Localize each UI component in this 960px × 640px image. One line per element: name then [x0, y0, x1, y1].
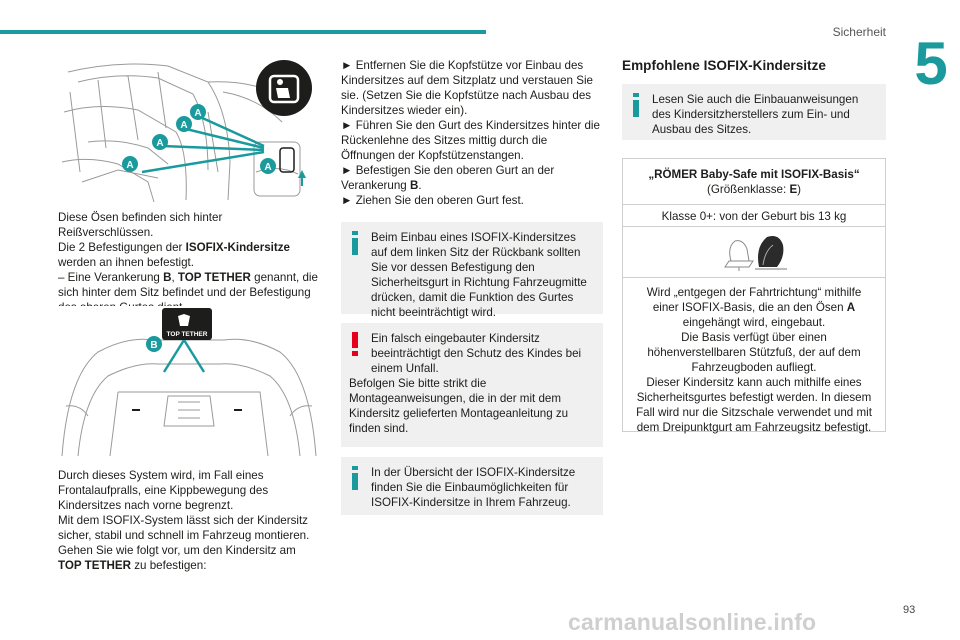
- seat-group: Klasse 0+: von der Geburt bis 13 kg: [661, 210, 847, 223]
- info-text: Beim Einbau eines ISOFIX-Kindersitzes auf dem linken Sitz der Rückbank sollten Sie vor dessen Befestigung den Sicherheitsgurt in Richtung Fahrzeugmitte drücken, damit die Funktion des Gurtes nicht beeinträchtigt wird.: [371, 231, 587, 319]
- info-icon: [630, 93, 642, 117]
- warning-box: [341, 323, 603, 447]
- seat-description: Die Basis verfügt über einen höhenverstellbaren Stützfuß, der auf dem Fahrzeugboden aufliegt.: [647, 331, 861, 374]
- col2-steps: [341, 58, 603, 208]
- anchor-label-b: B: [150, 340, 158, 351]
- anchor-label-a: A: [264, 162, 272, 173]
- section-title: Sicherheit: [832, 25, 886, 39]
- info-box-overview: [341, 457, 603, 515]
- seat-group-row: [623, 205, 885, 227]
- paragraph: – Eine Verankerung B, TOP TETHER genannt, die sich hinter dem Sitz befindet und der Befestigung: [58, 271, 318, 299]
- isofix-anchors-figure: [58, 52, 320, 204]
- paragraph: Gehen Sie wie folgt vor, um den Kindersitz am TOP TETHER zu befestigen:: [58, 544, 296, 572]
- top-tether-badge: [162, 308, 212, 340]
- watermark: carmanualsonline.info: [568, 609, 817, 635]
- seat-title: „RÖMER Baby-Safe mit ISOFIX-Basis“: [648, 168, 860, 181]
- info-box-seatbelt: [341, 222, 603, 319]
- paragraph: Durch dieses System wird, im Fall eines Frontalaufpralls, eine Kippbewegung des Kindersitzes nach vorne begrenzt.: [58, 469, 269, 512]
- anchor-label-a: A: [194, 108, 202, 119]
- step: ► Entfernen Sie die Kopfstütze vor Einbau des Kindersitzes auf dem Sitzplatz und verstauen Sie sie. (Setzen Sie die Kopfstütze nach Ausbau des Kindersitzes wieder ein).: [341, 59, 593, 117]
- seat-image-row: [623, 227, 885, 278]
- warning-text-2: Befolgen Sie bitte strikt die Montageanweisungen, die in der mit dem Kindersitz gelieferten Montageanleitung zu finden sind.: [349, 377, 569, 435]
- step: ► Führen Sie den Gurt des Kindersitzes hinter die Rückenlehne des Sitzes mittig durch die Öffnungen der Kopfstützenstangen.: [341, 119, 600, 162]
- col1-text-bottom: [58, 468, 320, 573]
- child-seat-table: [622, 158, 886, 432]
- warning-icon: [349, 332, 361, 356]
- isofix-symbol-icon: [256, 60, 312, 116]
- anchor-label-a: A: [126, 160, 134, 171]
- child-seat-image: [719, 227, 789, 273]
- seat-description: Dieser Kindersitz kann auch mithilfe eines Sicherheitsgurtes befestigt werden. In diesem Fall wird nur die Sitzschale verwendet und mit dem Dreipunktgurt am Fahrzeugsitz befestigt.: [636, 376, 872, 434]
- chapter-number: 5: [914, 30, 948, 97]
- warning-text-1: Ein falsch eingebauter Kindersitz beeinträchtigt den Schutz des Kindes bei einem Unfall.: [371, 332, 582, 375]
- page-number: 93: [903, 604, 916, 616]
- info-icon: [349, 231, 361, 255]
- info-box-instructions: [622, 84, 886, 140]
- anchor-label-a: A: [180, 120, 188, 131]
- top-tether-figure: [58, 306, 320, 462]
- svg-text:TOP TETHER: TOP TETHER: [166, 331, 208, 338]
- info-text: In der Übersicht der ISOFIX-Kindersitze finden Sie die Einbaumöglichkeiten für ISOFIX-Kindersitze in Ihrem Fahrzeug.: [371, 466, 576, 509]
- info-text: Lesen Sie auch die Einbauanweisungen des Kindersitzherstellers zum Ein- und Ausbau des Sitzes.: [652, 93, 859, 136]
- header-accent-bar: [0, 30, 486, 34]
- info-icon: [349, 466, 361, 490]
- step: ► Befestigen Sie den oberen Gurt an der Verankerung B.: [341, 164, 555, 192]
- step: ► Ziehen Sie den oberen Gurt fest.: [341, 194, 524, 207]
- paragraph: Mit dem ISOFIX-System lässt sich der Kindersitz sicher, stabil und schnell im Fahrzeug montieren.: [58, 514, 310, 542]
- paragraph: Diese Ösen befinden sich hinter Reißverschlüssen. Die 2 Befestigungen der ISOFIX-Kindersitze werden an ihnen befestigt.: [58, 211, 290, 269]
- seat-description: Wird „entgegen der Fahrtrichtung“ mithilfe einer ISOFIX-Basis, die an den Ösen A eingehängt wird, eingebaut.: [646, 286, 862, 329]
- anchor-label-a: A: [156, 138, 164, 149]
- seat-description-row: [623, 278, 885, 435]
- section-heading: Empfohlene ISOFIX-Kindersitze: [622, 58, 826, 73]
- seat-title-row: „RÖMER Baby-Safe mit ISOFIX-Basis“ (Größenklasse: E): [623, 159, 885, 205]
- col1-text-top: [58, 210, 320, 315]
